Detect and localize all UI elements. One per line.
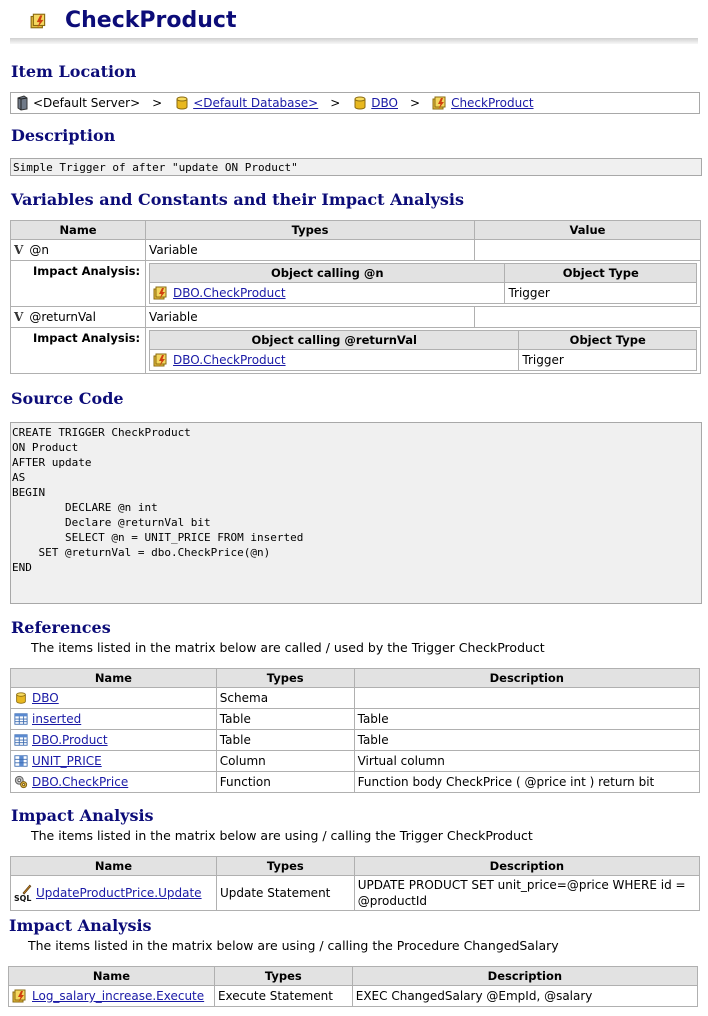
reference-desc: [354, 688, 699, 709]
trigger-icon: [432, 95, 448, 111]
section-description: Description: [11, 126, 116, 145]
column-header-name: Name: [11, 669, 217, 688]
impact-table: [8, 966, 698, 1007]
impact-object-type: Trigger: [505, 283, 697, 304]
sql-statement-icon: [14, 884, 32, 902]
section-impact-analysis: Impact Analysis: [11, 806, 154, 825]
section-source-code: Source Code: [11, 389, 124, 408]
execute-statement-icon: [12, 988, 28, 1004]
breadcrumb-separator: >: [152, 96, 163, 110]
column-header-types: Types: [214, 967, 352, 986]
table-icon: [14, 712, 28, 726]
variable-icon: V: [14, 310, 24, 324]
breadcrumb-separator: >: [330, 96, 341, 110]
column-header-object-type: Object Type: [519, 331, 697, 350]
variable-value: [475, 307, 701, 328]
trigger-icon: [30, 12, 48, 30]
impact-analysis-label: Impact Analysis:: [11, 328, 146, 374]
column-header-description: Description: [354, 669, 699, 688]
impact-desc-line2: @productId: [357, 894, 428, 908]
source-code-block: CREATE TRIGGER CheckProduct ON Product AFTER update AS BEGIN DECLARE @n int Declare @returnVal bit SELECT @n = UNIT_PRICE FROM inserted SET @returnVal = dbo.CheckPrice(@n) END: [10, 422, 702, 604]
breadcrumb-server: <Default Server>: [33, 96, 141, 110]
reference-desc: Virtual column: [354, 751, 699, 772]
impact-intro: The items listed in the matrix below are using / calling the Procedure ChangedSalary: [28, 938, 559, 953]
column-header-object-calling: Object calling @returnVal: [150, 331, 519, 350]
table-row: [11, 751, 700, 772]
variable-icon: V: [14, 243, 24, 257]
reference-desc: Function body CheckPrice ( @price int ) return bit: [354, 772, 699, 793]
column-header-types: Types: [146, 221, 475, 240]
impact-type: Update Statement: [216, 876, 354, 911]
impact-type: Execute Statement: [214, 986, 352, 1007]
impact-analysis-row: [11, 261, 701, 307]
impact-object-link[interactable]: DBO.CheckProduct: [173, 286, 286, 300]
column-header-name: Name: [11, 221, 146, 240]
table-row: [11, 688, 700, 709]
variable-type: Variable: [146, 240, 475, 261]
impact-analysis-label: Impact Analysis:: [11, 261, 146, 307]
description-box: Simple Trigger of after "update ON Product": [10, 158, 702, 176]
variable-type: Variable: [146, 307, 475, 328]
database-icon: [174, 95, 190, 111]
table-icon: [14, 733, 28, 747]
reference-type: Table: [216, 709, 354, 730]
variable-value: [475, 240, 701, 261]
page-header: [10, 6, 698, 40]
reference-type: Schema: [216, 688, 354, 709]
reference-link[interactable]: DBO: [32, 691, 59, 705]
page-title: CheckProduct: [65, 8, 237, 33]
table-row: [11, 772, 700, 793]
references-intro: The items listed in the matrix below are called / used by the Trigger CheckProduct: [31, 640, 545, 655]
impact-table: [10, 856, 700, 911]
impact-link[interactable]: UpdateProductPrice.Update: [36, 886, 202, 900]
reference-link[interactable]: DBO.CheckPrice: [32, 775, 129, 789]
reference-link[interactable]: UNIT_PRICE: [32, 754, 102, 768]
variable-row: [11, 240, 701, 261]
references-table: [10, 668, 700, 793]
column-header-description: Description: [352, 967, 697, 986]
breadcrumb-item-link[interactable]: CheckProduct: [451, 96, 534, 110]
schema-icon: [352, 95, 368, 111]
section-item-location: Item Location: [11, 62, 137, 81]
impact-object-type: Trigger: [519, 350, 697, 371]
column-header-types: Types: [216, 857, 354, 876]
function-icon: [14, 775, 28, 789]
impact-object-link[interactable]: DBO.CheckProduct: [173, 353, 286, 367]
section-variables: Variables and Constants and their Impact Analysis: [11, 190, 464, 209]
impact-desc-line1: UPDATE PRODUCT SET unit_price=@price WHERE id =: [357, 878, 686, 892]
table-row: [11, 876, 700, 911]
column-header-description: Description: [354, 857, 699, 876]
variables-table: [10, 220, 701, 374]
reference-type: Table: [216, 730, 354, 751]
database-icon: [14, 691, 28, 705]
impact-intro: The items listed in the matrix below are using / calling the Trigger CheckProduct: [31, 828, 533, 843]
variable-name: @returnVal: [29, 310, 96, 324]
column-icon: [14, 754, 28, 768]
breadcrumb: [10, 92, 700, 114]
table-row: [11, 709, 700, 730]
trigger-icon: [153, 285, 169, 301]
title-divider: [10, 38, 698, 44]
column-header-object-type: Object Type: [505, 264, 697, 283]
reference-type: Function: [216, 772, 354, 793]
breadcrumb-database-link[interactable]: <Default Database>: [193, 96, 319, 110]
column-header-value: Value: [475, 221, 701, 240]
breadcrumb-schema-link[interactable]: DBO: [371, 96, 398, 110]
table-row: [11, 730, 700, 751]
impact-desc: EXEC ChangedSalary @EmpId, @salary: [352, 986, 697, 1007]
variable-row: [11, 307, 701, 328]
impact-link[interactable]: Log_salary_increase.Execute: [32, 989, 205, 1003]
reference-desc: Table: [354, 709, 699, 730]
column-header-name: Name: [9, 967, 215, 986]
reference-desc: Table: [354, 730, 699, 751]
impact-subtable: [149, 330, 697, 371]
breadcrumb-separator: >: [410, 96, 421, 110]
table-row: [9, 986, 698, 1007]
server-icon: [14, 95, 30, 111]
column-header-object-calling: Object calling @n: [150, 264, 505, 283]
reference-type: Column: [216, 751, 354, 772]
impact-subtable: [149, 263, 697, 304]
column-header-name: Name: [11, 857, 217, 876]
reference-link[interactable]: inserted: [32, 712, 82, 726]
trigger-icon: [153, 352, 169, 368]
impact-analysis-row: [11, 328, 701, 374]
variable-name: @n: [29, 243, 49, 257]
section-impact-analysis: Impact Analysis: [9, 916, 152, 935]
column-header-types: Types: [216, 669, 354, 688]
reference-link[interactable]: DBO.Product: [32, 733, 108, 747]
section-references: References: [11, 618, 111, 637]
